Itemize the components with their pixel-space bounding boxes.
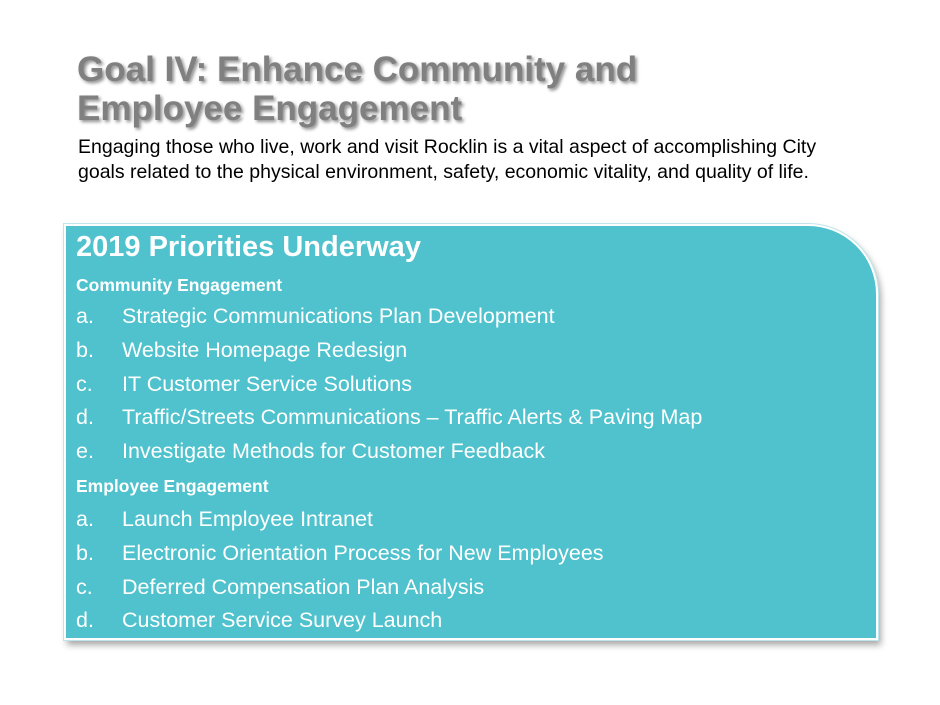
list-item-text: Traffic/Streets Communications – Traffic Alerts & Paving Map <box>122 405 703 430</box>
list-marker: a. <box>76 304 94 328</box>
slide-title <box>77 50 637 128</box>
list-marker: b. <box>76 540 94 565</box>
list-item-text: Strategic Communications Plan Development <box>122 304 555 328</box>
community-engagement-label: Community Engagement <box>76 275 283 295</box>
list-item-text: Electronic Orientation Process for New Employees <box>122 540 604 565</box>
list-item-text: IT Customer Service Solutions <box>122 371 412 396</box>
list-marker: d. <box>76 405 94 430</box>
list-item-text: Launch Employee Intranet <box>122 507 373 531</box>
slide-title-line-2: Employee Engagement <box>77 89 463 128</box>
intro-paragraph: Engaging those who live, work and visit Rocklin is a vital aspect of accomplishing City goals related to the physical environment, safety, economic vitality, and quality of life. <box>78 136 817 183</box>
panel-heading: 2019 Priorities Underway <box>76 231 421 263</box>
list-item-text: Investigate Methods for Customer Feedback <box>122 439 546 464</box>
priorities-panel <box>64 224 878 640</box>
list-marker: c. <box>76 371 93 396</box>
list-marker: d. <box>76 608 94 633</box>
list-item-text: Deferred Compensation Plan Analysis <box>122 574 485 599</box>
slide-title-line-1: Goal IV: Enhance Community and <box>77 50 638 89</box>
list-marker: a. <box>76 507 94 531</box>
list-marker: e. <box>76 439 94 464</box>
list-marker: c. <box>76 574 93 599</box>
list-marker: b. <box>76 337 94 362</box>
list-item-text: Website Homepage Redesign <box>122 337 408 362</box>
employee-engagement-label: Employee Engagement <box>76 476 269 496</box>
list-item-text: Customer Service Survey Launch <box>122 608 443 633</box>
